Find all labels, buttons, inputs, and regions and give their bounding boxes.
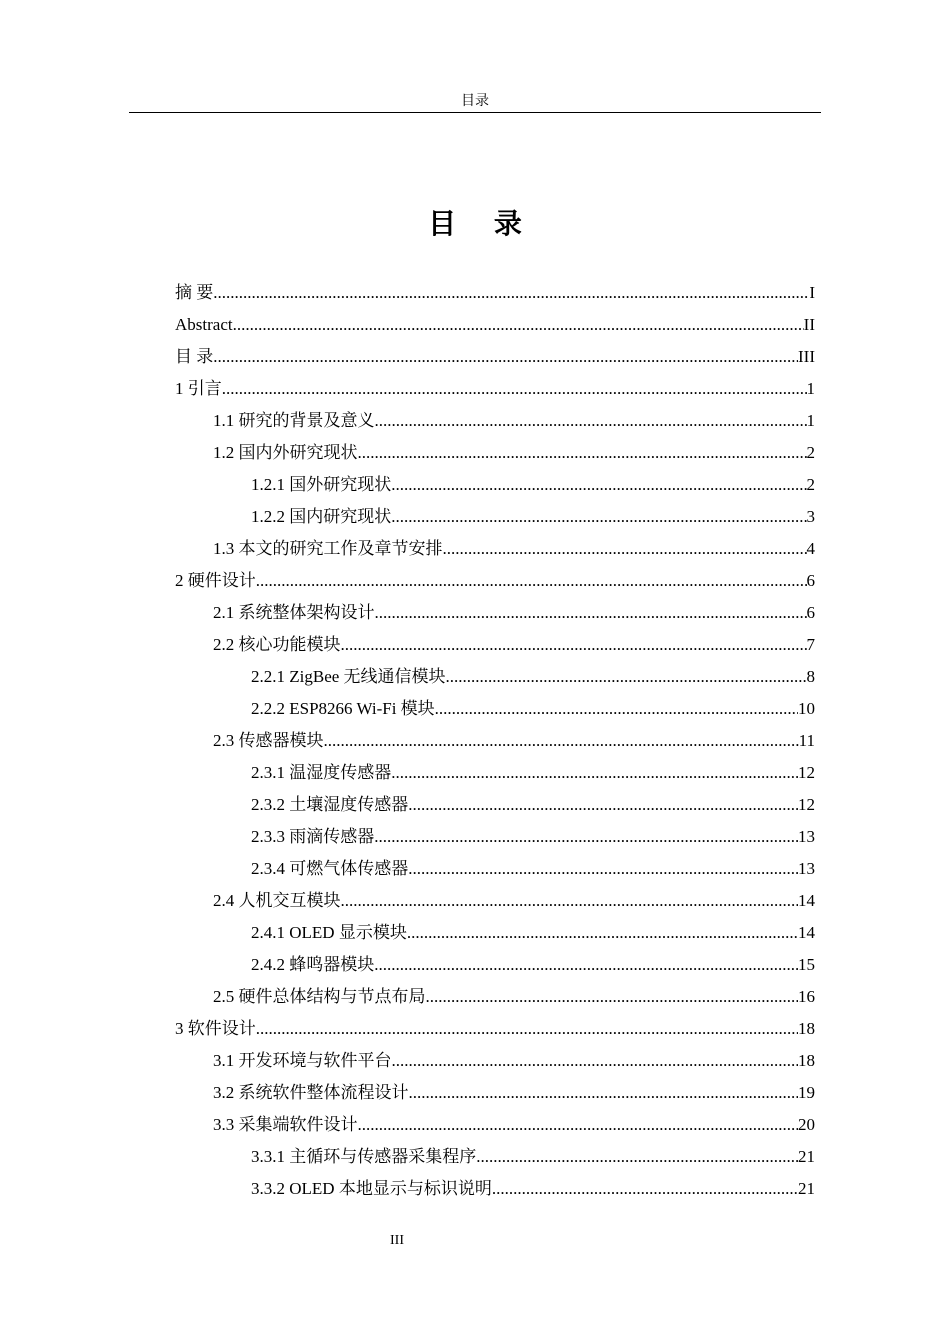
toc-entry-page: 21 [798,1147,815,1166]
toc-entry[interactable] [251,757,815,789]
toc-entry[interactable] [251,1173,815,1205]
toc-entry-page: 15 [798,955,815,974]
toc-entry-page: III [798,347,815,366]
toc-entry-page: II [803,315,815,334]
toc-leader-dots [409,1077,799,1109]
toc-entry[interactable] [175,277,815,309]
toc-entry-label: 2.5 硬件总体结构与节点布局 [213,987,426,1006]
toc-leader-dots [324,725,799,757]
toc-entry[interactable] [213,1045,815,1077]
toc-leader-dots [213,341,798,373]
toc-entry[interactable] [213,629,815,661]
toc-entry-page: 14 [798,891,815,910]
toc-entry-page: 6 [806,571,815,590]
toc-entry-label: 2.3.4 可燃气体传感器 [251,859,409,878]
toc-leader-dots [213,277,809,309]
toc-entry-label: 1.2.1 国外研究现状 [251,475,392,494]
toc-entry-page: 18 [798,1019,815,1038]
toc-leader-dots [391,469,806,501]
toc-entry-page: 11 [798,731,815,750]
toc-entry-label: 2.2.2 ESP8266 Wi-Fi 模块 [251,699,435,718]
toc-leader-dots [476,1141,798,1173]
toc-leader-dots [443,533,807,565]
toc-entry-page: I [809,283,815,302]
toc-entry-page: 2 [806,475,815,494]
toc-leader-dots [374,821,798,853]
toc-entry[interactable] [213,885,815,917]
toc-entry-page: 10 [798,699,815,718]
toc-leader-dots [341,885,799,917]
toc-entry-page: 13 [798,827,815,846]
page-number: III [390,1233,404,1248]
toc-entry[interactable] [175,373,815,405]
toc-entry-page: 20 [798,1115,815,1134]
toc-entry-label: 摘 要 [175,283,214,302]
toc-entry-label: 2.3.1 温湿度传感器 [251,763,392,782]
toc-leader-dots [233,309,804,341]
toc-leader-dots [374,949,798,981]
toc-entry-label: 1.2.2 国内研究现状 [251,507,392,526]
toc-entry-page: 1 [806,411,815,430]
toc-entry[interactable] [251,1141,815,1173]
toc-entry-page: 2 [806,443,815,462]
toc-entry-page: 12 [798,795,815,814]
toc-entry-label: 2.2.1 ZigBee 无线通信模块 [251,667,446,686]
running-header: 目录 [461,94,489,109]
toc-entry[interactable] [213,437,815,469]
toc-leader-dots [256,565,807,597]
toc-entry-label: 2.4 人机交互模块 [213,891,341,910]
header-rule [129,112,821,113]
toc-entry-label: 2 硬件设计 [175,571,256,590]
toc-entry-page: 6 [806,603,815,622]
toc-entry-page: 7 [806,635,815,654]
toc-leader-dots [446,661,807,693]
toc-leader-dots [256,1013,798,1045]
toc-leader-dots [358,1109,799,1141]
toc-entry-page: 13 [798,859,815,878]
toc-entry[interactable] [213,1109,815,1141]
toc-entry-label: 3.2 系统软件整体流程设计 [213,1083,409,1102]
toc-entry-page: 19 [798,1083,815,1102]
toc-entry[interactable] [213,725,815,757]
toc-entry-label: Abstract [175,315,233,334]
toc-leader-dots [341,629,807,661]
toc-entry-label: 3.3 采集端软件设计 [213,1115,358,1134]
toc-entry-label: 1.1 研究的背景及意义 [213,411,375,430]
toc-entry[interactable] [251,469,815,501]
toc-entry[interactable] [213,981,815,1013]
toc-entry[interactable] [251,789,815,821]
toc-leader-dots [435,693,798,725]
toc-entry-page: 12 [798,763,815,782]
toc-leader-dots [408,853,798,885]
toc-entry[interactable] [213,597,815,629]
toc-leader-dots [408,789,798,821]
toc-entry-label: 1.2 国内外研究现状 [213,443,358,462]
toc-entry[interactable] [175,565,815,597]
toc-entry[interactable] [251,917,815,949]
toc-entry-label: 3.3.1 主循环与传感器采集程序 [251,1147,477,1166]
toc-entry[interactable] [213,405,815,437]
toc-entry-label: 2.3.3 雨滴传感器 [251,827,375,846]
toc-entry-label: 3.3.2 OLED 本地显示与标识说明 [251,1179,492,1198]
toc-entry-label: 2.3 传感器模块 [213,731,324,750]
toc-entry-label: 3.1 开发环境与软件平台 [213,1051,392,1070]
toc-entry-label: 1 引言 [175,379,222,398]
toc-entry[interactable] [251,501,815,533]
toc-leader-dots [407,917,798,949]
toc-leader-dots [375,405,807,437]
toc-entry-label: 2.1 系统整体架构设计 [213,603,375,622]
toc-title: 目 录 [428,207,536,240]
toc-entry[interactable] [251,853,815,885]
toc-leader-dots [426,981,799,1013]
toc-entry-label: 2.4.1 OLED 显示模块 [251,923,407,942]
toc-entry-page: 18 [798,1051,815,1070]
toc-entry-label: 2.3.2 土壤湿度传感器 [251,795,409,814]
toc-entry-page: 3 [806,507,815,526]
toc-entry[interactable] [251,693,815,725]
toc-leader-dots [391,501,806,533]
toc-entry-label: 2.4.2 蜂鸣器模块 [251,955,375,974]
toc-entry-page: 1 [806,379,815,398]
toc-entry[interactable] [175,1013,815,1045]
toc-entry[interactable] [175,341,815,373]
toc-entry[interactable] [251,949,815,981]
toc-entry[interactable] [213,533,815,565]
toc-leader-dots [391,757,798,789]
toc-leader-dots [358,437,807,469]
toc-leader-dots [392,1045,799,1077]
toc-entry-page: 16 [798,987,815,1006]
toc-entry-label: 目 录 [175,347,214,366]
toc-entry-page: 8 [806,667,815,686]
toc-entry-label: 3 软件设计 [175,1019,256,1038]
toc-leader-dots [492,1173,798,1205]
toc-entry[interactable] [251,661,815,693]
toc-entry-page: 14 [798,923,815,942]
toc-leader-dots [375,597,807,629]
toc-entry-label: 2.2 核心功能模块 [213,635,341,654]
toc-entry-page: 21 [798,1179,815,1198]
toc-entry-label: 1.3 本文的研究工作及章节安排 [213,539,443,558]
toc-entry[interactable] [251,821,815,853]
toc-entry[interactable] [213,1077,815,1109]
toc-leader-dots [222,373,807,405]
toc-entry-page: 4 [806,539,815,558]
toc-entry[interactable] [175,309,815,341]
